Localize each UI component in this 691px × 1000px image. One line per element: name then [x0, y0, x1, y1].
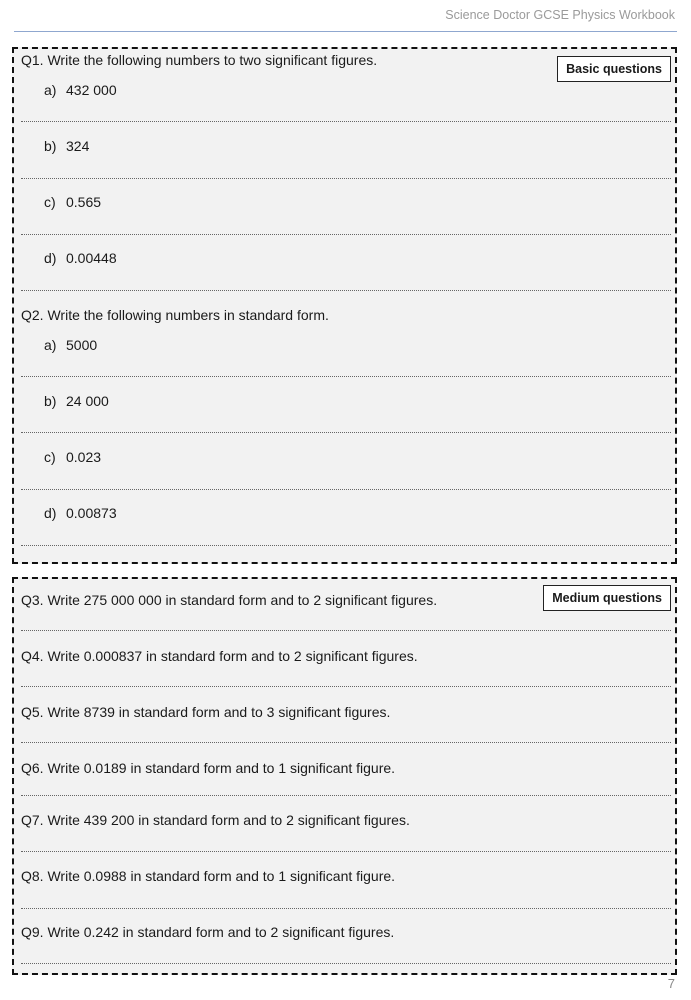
q2-part-c [44, 449, 101, 465]
basic-questions-box [12, 47, 677, 564]
question-1: Q1. Write the following numbers to two significant figures. [21, 52, 378, 68]
part-label: d) [44, 250, 57, 266]
question-5: Q5. Write 8739 in standard form and to 3 significant figures. [21, 704, 391, 720]
part-value: 0.565 [66, 194, 102, 210]
part-label: b) [44, 393, 57, 409]
q1-part-a [44, 82, 117, 98]
part-label: a) [44, 337, 57, 353]
part-label: c) [44, 194, 56, 210]
part-value: 0.00448 [66, 250, 117, 266]
question-9: Q9. Write 0.242 in standard form and to 2 significant figures. [21, 924, 395, 940]
part-value: 432 000 [66, 82, 117, 98]
q2-part-b [44, 393, 109, 409]
part-value: 0.00873 [66, 505, 117, 521]
q1-part-c [44, 194, 101, 210]
answer-line[interactable] [21, 234, 671, 235]
answer-line[interactable] [21, 432, 671, 433]
answer-line[interactable] [21, 489, 671, 490]
answer-line[interactable] [21, 121, 671, 122]
part-value: 0.023 [66, 449, 102, 465]
answer-line[interactable] [21, 795, 671, 796]
question-4: Q4. Write 0.000837 in standard form and to 2 significant figures. [21, 648, 418, 664]
answer-line[interactable] [21, 630, 671, 631]
answer-line[interactable] [21, 686, 671, 687]
part-value: 24 000 [66, 393, 109, 409]
part-value: 5000 [66, 337, 98, 353]
medium-questions-box [12, 577, 677, 975]
question-2: Q2. Write the following numbers in standard form. [21, 307, 329, 323]
answer-line[interactable] [21, 908, 671, 909]
q2-part-a [44, 337, 97, 353]
question-6: Q6. Write 0.0189 in standard form and to 1 significant figure. [21, 760, 396, 776]
answer-line[interactable] [21, 851, 671, 852]
answer-line[interactable] [21, 376, 671, 377]
part-label: a) [44, 82, 57, 98]
part-value: 324 [66, 138, 90, 154]
header-divider [14, 31, 677, 32]
part-label: c) [44, 449, 56, 465]
medium-questions-badge: Medium questions [543, 585, 671, 611]
page-number: 7 [667, 976, 675, 991]
q2-part-d [44, 505, 117, 521]
part-label: b) [44, 138, 57, 154]
question-8: Q8. Write 0.0988 in standard form and to 1 significant figure. [21, 868, 396, 884]
question-7: Q7. Write 439 200 in standard form and to 2 significant figures. [21, 812, 410, 828]
answer-line[interactable] [21, 742, 671, 743]
basic-questions-badge: Basic questions [557, 56, 671, 82]
answer-line[interactable] [21, 178, 671, 179]
q1-part-d [44, 250, 117, 266]
question-3: Q3. Write 275 000 000 in standard form and to 2 significant figures. [21, 592, 438, 608]
answer-line[interactable] [21, 545, 671, 546]
answer-line[interactable] [21, 290, 671, 291]
answer-line[interactable] [21, 963, 671, 964]
workbook-title: Science Doctor GCSE Physics Workbook [445, 8, 675, 22]
q1-part-b [44, 138, 89, 154]
part-label: d) [44, 505, 57, 521]
